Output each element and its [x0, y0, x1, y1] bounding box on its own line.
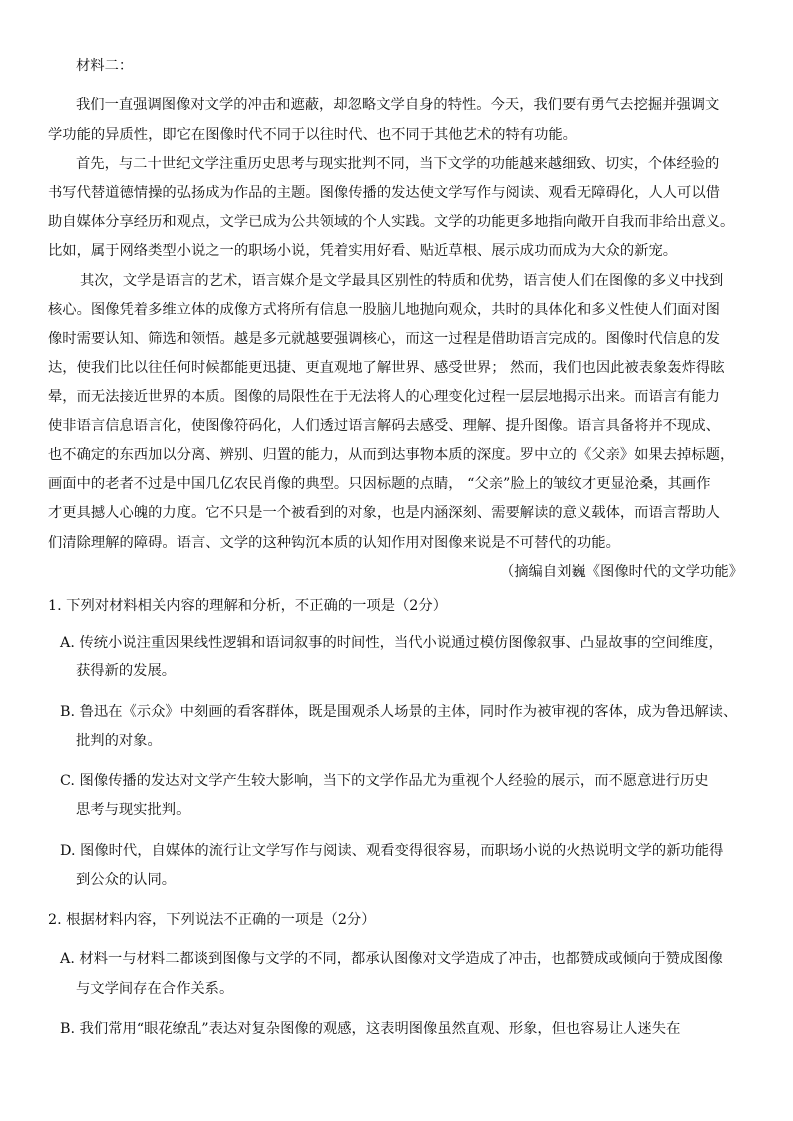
paragraph-2-line: 首先，与二十世纪文学注重历史思考与现实批判不同，当下文学的功能越来越细致、切实，个体经验的	[76, 156, 720, 172]
question-2-stem: 2. 根据材料内容，下列说法不正确的一项是（2分）	[48, 912, 376, 928]
paragraph-3-line: 使非语言信息语言化，使图像符码化，人们透过语言解码去感受、理解、提升图像。语言具备将并不现成、	[48, 418, 720, 434]
citation: （摘编自刘巍《图像时代的文学功能》	[499, 564, 743, 580]
q1-option-b-cont: 批判的对象。	[76, 733, 162, 749]
q1-option-d-cont: 到公众的认同。	[76, 872, 177, 888]
paragraph-3-line: 才更具撼人心魄的力度。它不只是一个被看到的对象，也是内涵深刻、需要解读的意义载体，而语言帮助人	[48, 505, 720, 521]
material-title: 材料二：	[76, 58, 134, 74]
q1-option-a: A. 传统小说注重因果线性逻辑和语词叙事的时间性，当代小说通过模仿图像叙事、凸显故事的空间维度，	[60, 635, 723, 651]
paragraph-3-line: 晕，而无法接近世界的本质。图像的局限性在于无法将人的心理变化过程一层层地揭示出来。而语言有能力	[48, 389, 720, 405]
paragraph-2-line: 书写代替道德情操的弘扬成为作品的主题。图像传播的发达使文学写作与阅读、观看无障碍化，人人可以借	[48, 185, 720, 201]
paragraph-3-line: 达，使我们比以往任何时候都能更迅捷、更直观地了解世界、感受世界； 然而，我们也因此被表象轰炸得眩	[48, 360, 725, 376]
q2-option-b: B. 我们常用“眼花缭乱”表达对复杂图像的观感，这表明图像虽然直观、形象，但也容易让人迷失在	[60, 1021, 681, 1037]
question-1-stem: 1. 下列对材料相关内容的理解和分析，不正确的一项是（2分）	[48, 598, 447, 614]
paragraph-2-line: 比如，属于网络类型小说之一的职场小说，凭着实用好看、贴近草根、展示成功而成为大众的新宠。	[48, 243, 678, 259]
paragraph-3-line: 其次，文学是语言的艺术，语言媒介是文学最具区别性的特质和优势，语言使人们在图像的多义中找到	[80, 273, 724, 289]
q1-option-c-cont: 思考与现实批判。	[76, 802, 191, 818]
paragraph-3-line: 们清除理解的障碍。语言、文学的这种钩沉本质的认知作用对图像来说是不可替代的功能。	[48, 535, 620, 551]
paragraph-3-line: 像时需要认知、筛选和领悟。越是多元就越要强调核心，而这一过程是借助语言完成的。图像时代信息的发	[48, 331, 720, 347]
paragraph-1-line: 学功能的异质性，即它在图像时代不同于以往时代、也不同于其他艺术的特有功能。	[48, 127, 577, 143]
paragraph-2-line: 助自媒体分享经历和观点，文学已成为公共领域的个人实践。文学的功能更多地指向敞开自我而非给出意义。	[48, 214, 735, 230]
paragraph-3-line: 也不确定的东西加以分离、辨别、归置的能力，从而到达事物本质的深度。罗中立的《父亲》如果去掉标题，	[48, 447, 735, 463]
paragraph-3-line: 画面中的老者不过是中国几亿农民肖像的典型。只因标题的点睛， “父亲”脸上的皱纹才更显沧桑，其画作	[48, 476, 711, 492]
paragraph-3-line: 核心。图像凭着多维立体的成像方式将所有信息一股脑儿地抛向观众，共时的具体化和多义性使人们面对图	[48, 302, 720, 318]
q2-option-a-cont: 与文学间存在合作关系。	[76, 981, 234, 997]
q1-option-d: D. 图像时代，自媒体的流行让文学写作与阅读、观看变得很容易，而职场小说的火热说明文学的新功能得	[60, 843, 724, 859]
paragraph-1-line: 我们一直强调图像对文学的冲击和遮蔽，却忽略文学自身的特性。今天，我们要有勇气去挖掘并强调文	[76, 97, 720, 113]
q2-option-a: A. 材料一与材料二都谈到图像与文学的不同，都承认图像对文学造成了冲击，也都赞成或倾向于赞成图像	[60, 951, 723, 967]
q1-option-a-cont: 获得新的发展。	[76, 663, 177, 679]
q1-option-c: C. 图像传播的发达对文学产生较大影响，当下的文学作品尤为重视个人经验的展示，而不愿意进行历史	[60, 773, 709, 789]
q1-option-b: B. 鲁迅在《示众》中刻画的看客群体，既是围观杀人场景的主体，同时作为被审视的客体，成为鲁迅解读、	[60, 704, 738, 720]
